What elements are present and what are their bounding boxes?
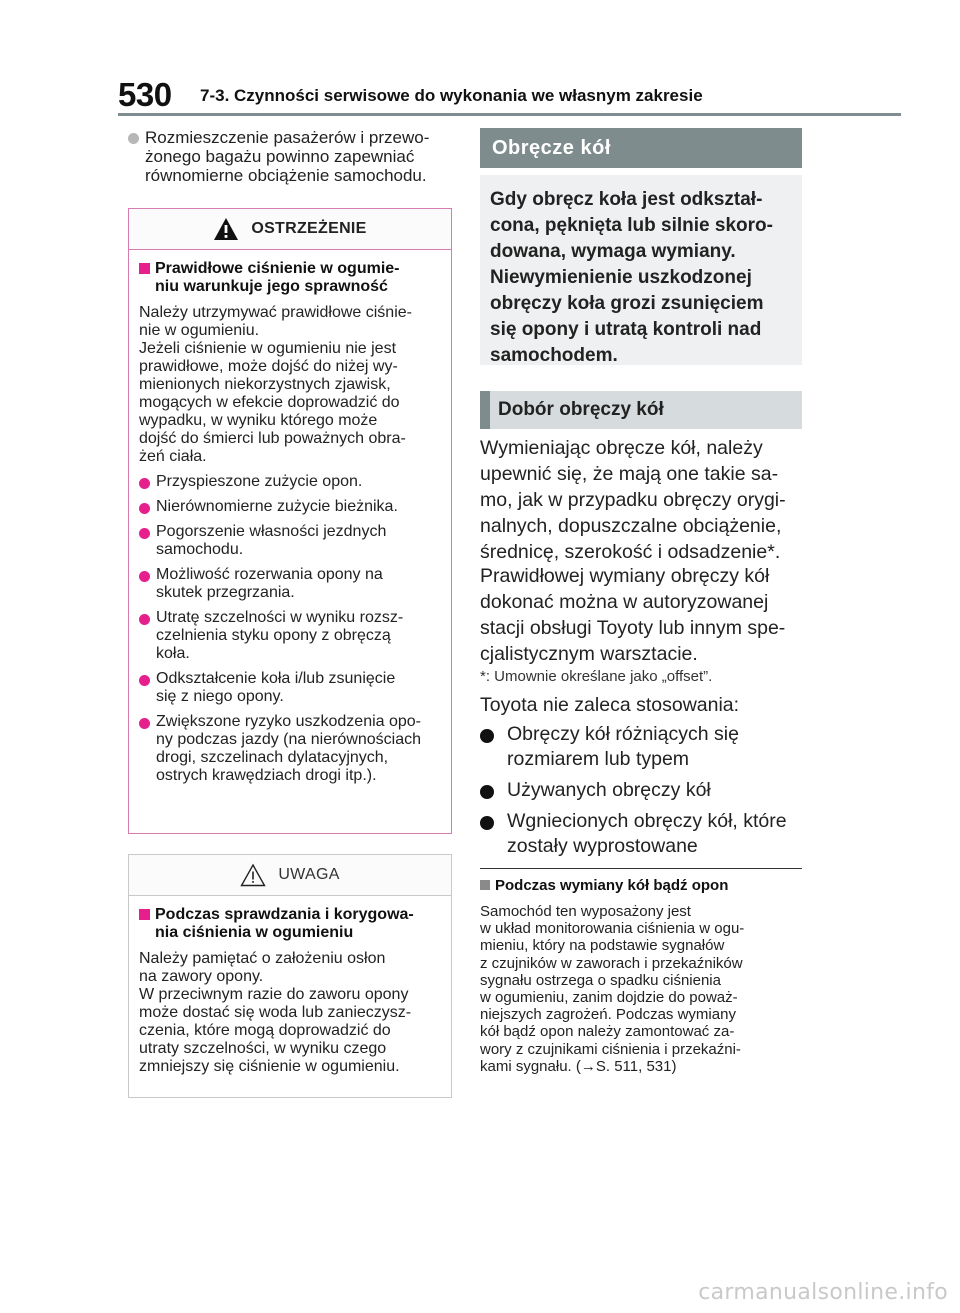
note-heading-text: Podczas wymiany kół bądź opon	[495, 877, 729, 894]
warning-subheading	[139, 260, 443, 296]
bullet-dot-icon	[128, 133, 139, 144]
warning-box-header	[129, 209, 451, 250]
list-item: Nierównomierne zużycie bieżnika.	[139, 498, 443, 516]
bullet-dot-icon	[139, 571, 150, 582]
bullet-dot-icon	[139, 478, 150, 489]
list-item: Przyspieszone zużycie opon.	[139, 473, 443, 491]
paragraph-service: Prawidłowej wymiany obręczy kół dokonać można w autoryzowanej stacji obsługi Toyoty lub innym spe- cjalistycznym warsztacie.	[480, 565, 786, 665]
bullet-dot-icon	[139, 675, 150, 686]
section-title-rims: Obręcze kół	[480, 128, 802, 168]
caution-box-header	[129, 855, 451, 896]
note-text: Samochód ten wyposażony jest w układ monitorowania ciśnienia w ogu- mieniu, który na podstawie sygnałów z czujników w zaworach i przekaźników sygnału ostrzega o spadku ciśnienia w ogumieniu, zanim dojdzie do poważ- niejszych zagrożeń. Podczas wymiany kół bądź opon należy zamontować za- wory z czujnikami ciśnienia i przekaźni- kami sygnału. (→S. 511, 531)	[480, 903, 745, 1075]
warning-subheading-text: Prawidłowe ciśnienie w ogumie- niu warunkuje jego sprawność	[155, 260, 400, 295]
bullet-dot-icon	[480, 729, 494, 743]
square-bullet-icon	[139, 263, 150, 274]
chapter-title: 7-3. Czynności serwisowe do wykonania we własnym zakresie	[200, 86, 703, 105]
warning-label: OSTRZEŻENIE	[251, 220, 367, 237]
list-item: Utratę szczelności w wyniku rozsz- czelnienia styku opony z obręczą koła.	[139, 609, 443, 663]
bullet-dot-icon	[139, 503, 150, 514]
list-item: Obręczy kół różniących się rozmiarem lub typem	[480, 722, 802, 772]
bullet-dot-icon	[139, 718, 150, 729]
watermark: carmanualsonline.info	[698, 1280, 948, 1305]
caution-subheading	[139, 906, 443, 942]
square-bullet-icon	[480, 880, 490, 890]
list-item: Wgniecionych obręczy kół, które zostały wyprostowane	[480, 809, 802, 859]
not-recommended-list	[480, 722, 802, 865]
intro-text: Rozmieszczenie pasażerów i przewo- żonego bagażu powinno zapewniać równomierne obciążenie samochodu.	[145, 128, 430, 185]
warning-list	[139, 473, 443, 785]
bullet-dot-icon	[139, 614, 150, 625]
list-item: Odkształcenie koła i/lub zsunięcie się z niego opony.	[139, 670, 443, 706]
section-title-text: Dobór obręczy kół	[498, 399, 664, 420]
paragraph-rim-replacement: Wymieniając obręcze kół, należy upewnić się, że mają one takie sa- mo, jak w przypadku obręczy orygi- nalnych, dopuszczalne obciążenie, średnicę, szerokość i odsadzenie*.	[480, 437, 786, 563]
list-item: Używanych obręczy kół	[480, 778, 802, 803]
section-title-rim-selection	[480, 391, 802, 429]
list-item: Zwiększone ryzyko uszkodzenia opo- ny podczas jazdy (na nierównościach drogi, szczelinach dylatacyjnych, ostrych krawędziach drogi itp.).	[139, 713, 443, 785]
header-divider	[118, 113, 901, 116]
section-accent-bar	[480, 391, 490, 429]
page-number: 530	[118, 76, 172, 113]
warning-box	[128, 208, 452, 834]
note-divider	[480, 868, 802, 869]
warning-triangle-icon	[213, 217, 239, 241]
caution-label: UWAGA	[278, 866, 340, 883]
caution-box	[128, 854, 452, 1098]
square-bullet-icon	[139, 909, 150, 920]
footnote: *: Umownie określane jako „offset”.	[480, 668, 713, 685]
caution-text: Należy pamiętać o założeniu osłon na zawory opony. W przeciwnym razie do zaworu opony może dostać się woda lub zanieczysz- czenia, które mogą doprowadzić do utraty szczelności, w wyniku czego zmniejszy się ciśnienie w ogumieniu.	[139, 950, 412, 1075]
list-item: Możliwość rozerwania opony na skutek przegrzania.	[139, 566, 443, 602]
intro-bullet	[128, 128, 458, 185]
bullet-dot-icon	[480, 816, 494, 830]
bullet-dot-icon	[480, 785, 494, 799]
paragraph-not-recommended: Toyota nie zaleca stosowania:	[480, 694, 740, 716]
note-heading	[480, 877, 802, 895]
list-item: Pogorszenie własności jezdnych samochodu.	[139, 523, 443, 559]
warning-text: Należy utrzymywać prawidłowe ciśnie- nie w ogumieniu. Jeżeli ciśnienie w ogumieniu nie jest prawidłowe, może dojść do niżej wy- mienionych niekorzystnych zjawisk, mogących w efekcie doprowadzić do wypadku, w wyniku którego może dojść do śmierci lub poważnych obra- żeń ciała.	[139, 304, 412, 465]
rims-warning-panel: Gdy obręcz koła jest odkształ- cona, pęknięta lub silnie skoro- dowana, wymaga wymiany. Niewymienienie uszkodzonej obręczy koła grozi zsunięciem się opony i utratą kontroli nad samochodem.	[480, 175, 802, 365]
caution-triangle-icon	[240, 863, 266, 887]
bullet-dot-icon	[139, 528, 150, 539]
caution-subheading-text: Podczas sprawdzania i korygowa- nia ciśnienia w ogumieniu	[155, 906, 414, 941]
